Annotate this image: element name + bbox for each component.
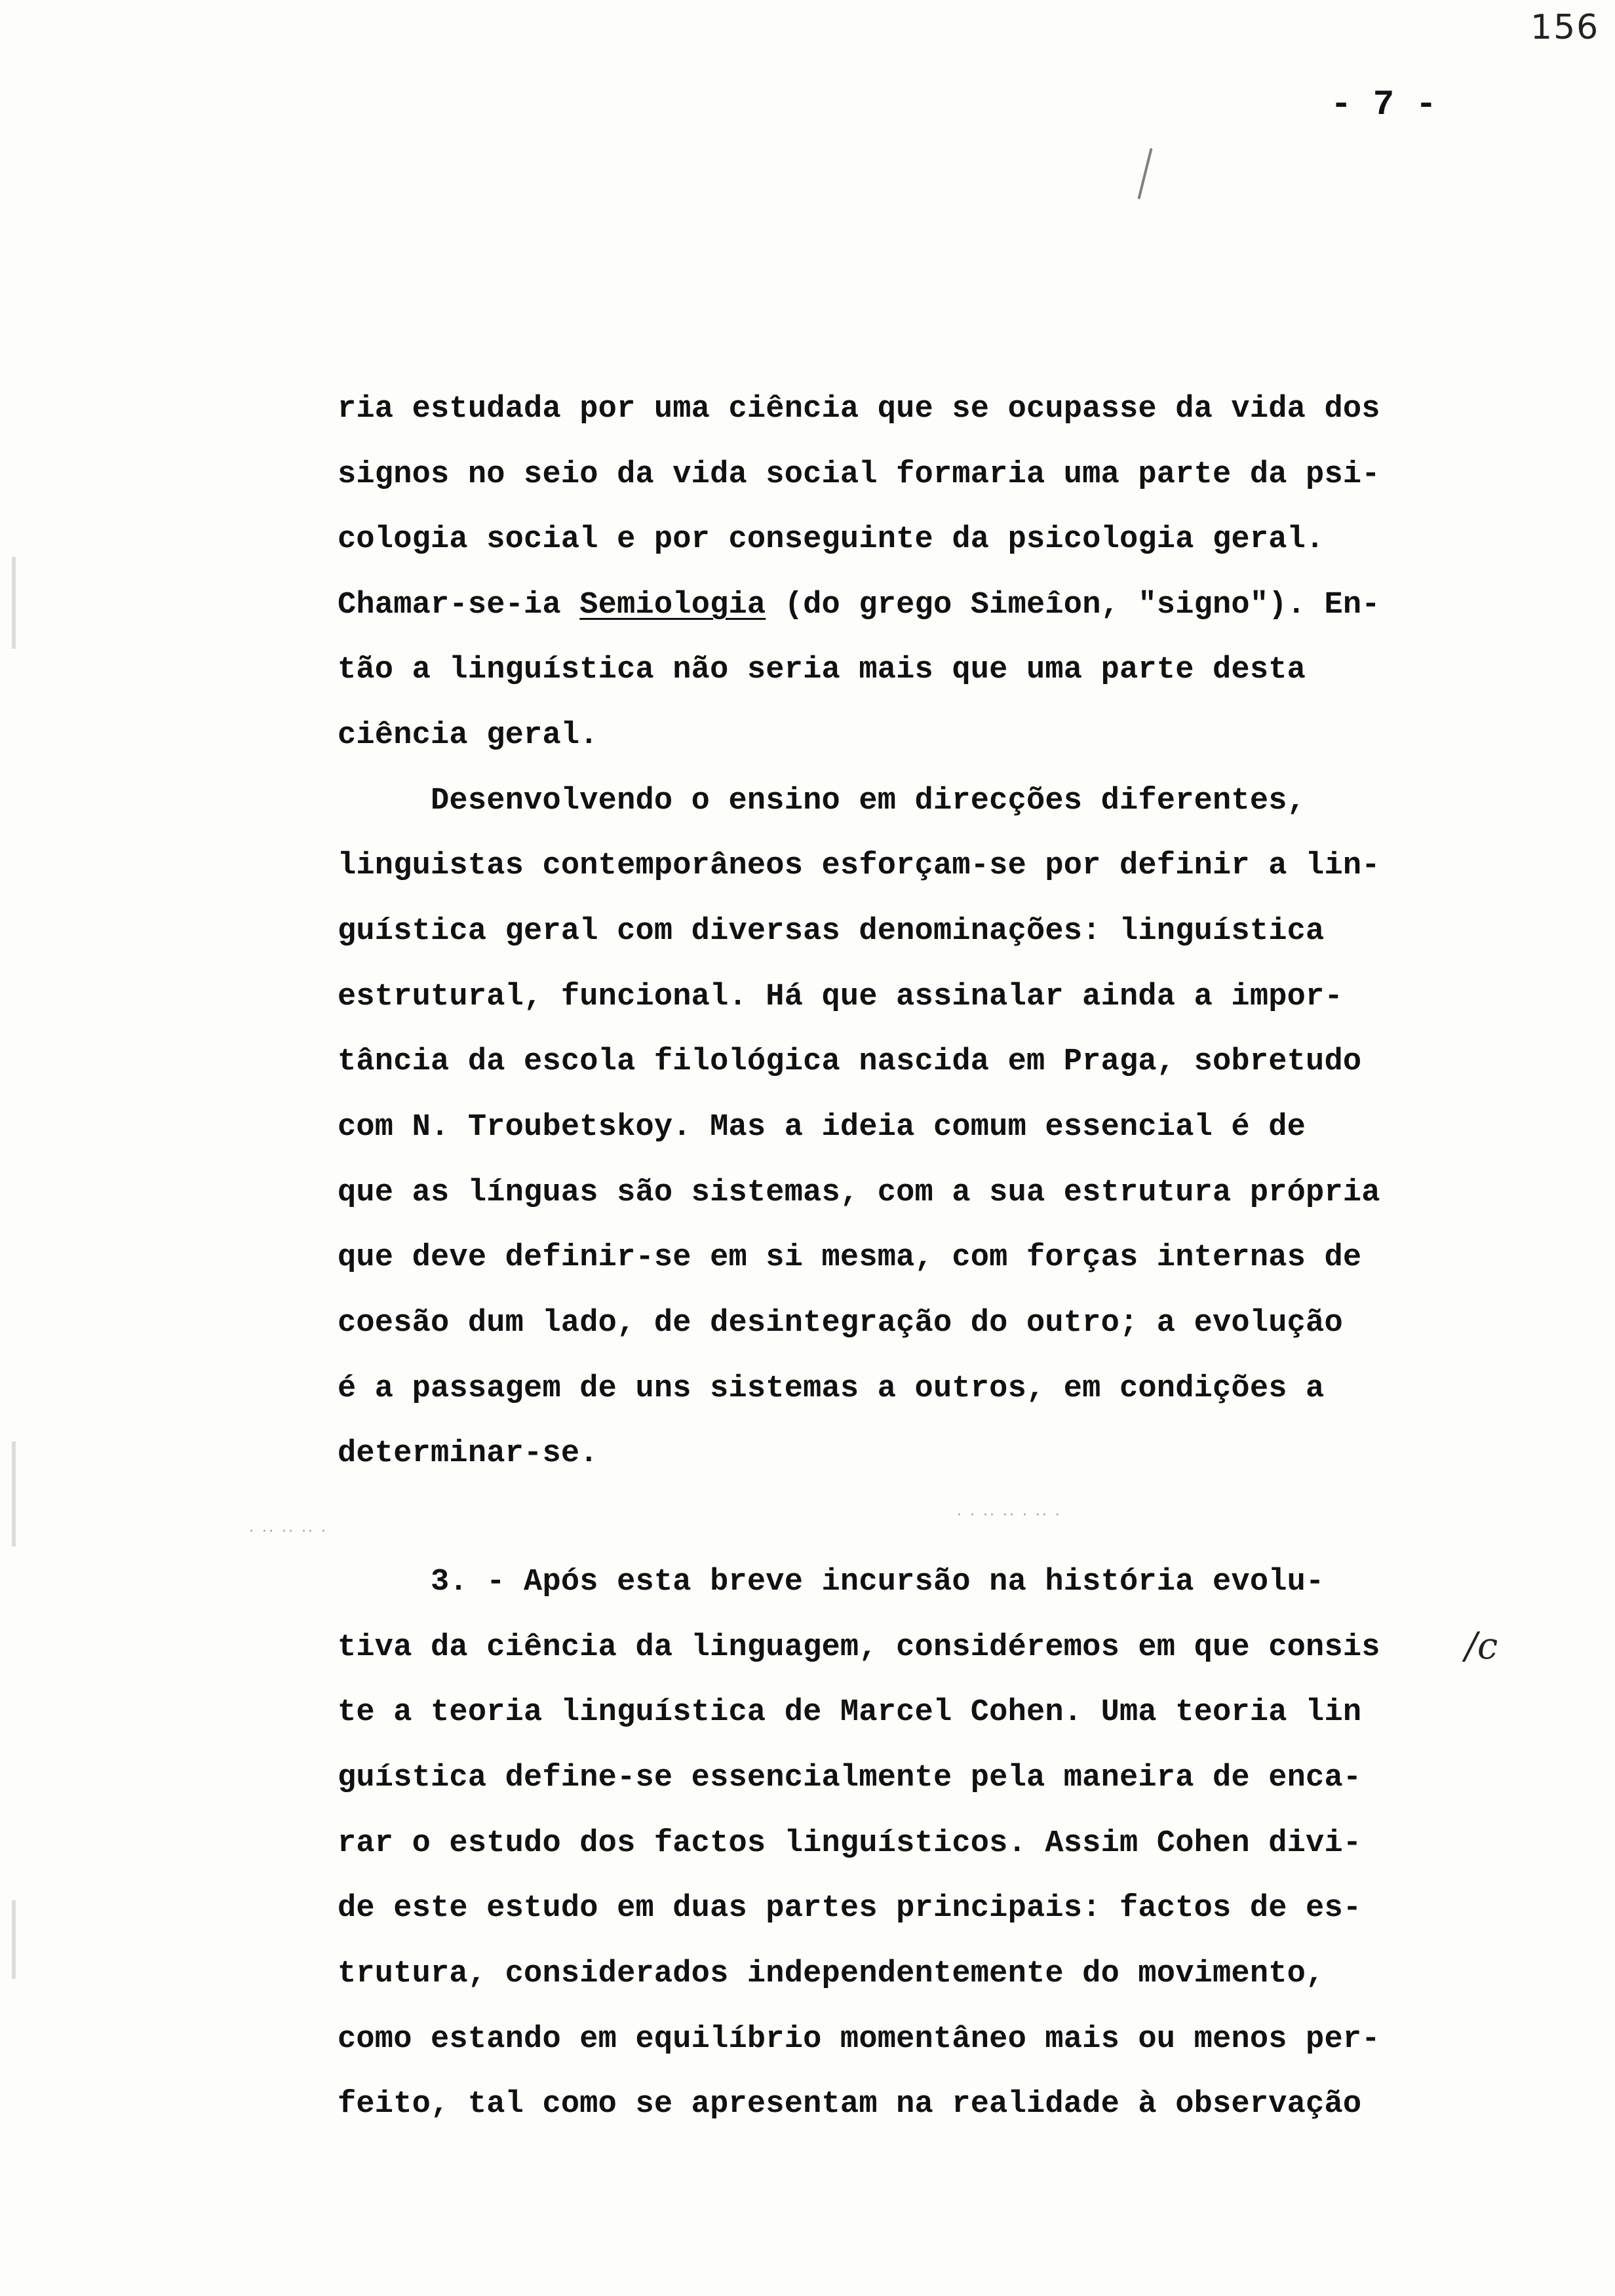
text-line-4 xyxy=(338,587,1380,624)
text-line-19: tiva da ciência da linguagem, considéremos em que consis xyxy=(338,1630,1380,1665)
semiologia-emphasis: Semiologia xyxy=(579,588,766,622)
text-line-25: como estando em equilíbrio momentâneo mais ou menos per- xyxy=(338,2022,1380,2057)
text-line-10: estrutural, funcional. Há que assinalar ainda a impor- xyxy=(338,980,1343,1014)
text-line-13: que as línguas são sistemas, com a sua estrutura própria xyxy=(338,1176,1380,1210)
margin-correction-note: /c xyxy=(1465,1625,1498,1668)
text-line-3: cologia social e por conseguinte da psicologia geral. xyxy=(338,522,1325,557)
text-line-15: coesão dum lado, de desintegração do outro; a evolução xyxy=(338,1306,1343,1341)
scan-noise-right: · · ·· ·· · ·· · xyxy=(957,1507,1062,1523)
left-edge-mark-top xyxy=(12,557,16,649)
text-line-7: Desenvolvendo o ensino em direcções diferentes, xyxy=(338,784,1306,818)
text-line-24: trutura, considerados independentemente do movimento, xyxy=(338,1957,1325,1991)
text-line-20: te a teoria linguística de Marcel Cohen. Uma teoria lin xyxy=(338,1695,1362,1730)
text-line-12: com N. Troubetskoy. Mas a ideia comum essencial é de xyxy=(338,1110,1306,1145)
text-line-26: feito, tal como se apresentam na realidade à observação xyxy=(338,2087,1362,2122)
scan-noise-left: · ·· ·· ·· · xyxy=(249,1523,328,1540)
text-line-2: signos no seio da vida social formaria uma parte da psi- xyxy=(338,457,1380,492)
text-line-8: linguistas contemporâneos esforçam-se por definir a lin- xyxy=(338,849,1380,883)
text-line-18: 3. - Após esta breve incursão na história evolu- xyxy=(338,1565,1325,1599)
left-edge-mark-middle xyxy=(12,1442,16,1546)
text-line-11: tância da escola filológica nascida em Praga, sobretudo xyxy=(338,1044,1362,1079)
folio-number: 156 xyxy=(1530,8,1600,47)
text-line-14: que deve definir-se em si mesma, com forças internas de xyxy=(338,1240,1362,1275)
page-number: - 7 - xyxy=(1331,85,1437,125)
text-line-21: guística define-se essencialmente pela maneira de enca- xyxy=(338,1761,1362,1795)
text-line-6: ciência geral. xyxy=(338,718,598,753)
text-line-1: ria estudada por uma ciência que se ocupasse da vida dos xyxy=(338,392,1380,427)
text-line-4-post: (do grego Simeîon, "signo"). En- xyxy=(766,588,1380,622)
text-line-17: determinar-se. xyxy=(338,1436,598,1471)
text-line-9: guística geral com diversas denominações: linguística xyxy=(338,914,1325,949)
text-line-16: é a passagem de uns sistemas a outros, em condições a xyxy=(338,1371,1325,1406)
text-line-22: rar o estudo dos factos linguísticos. Assim Cohen divi- xyxy=(338,1826,1362,1861)
text-line-23: de este estudo em duas partes principais: factos de es- xyxy=(338,1891,1362,1926)
text-line-4-pre: Chamar-se-ia xyxy=(338,588,580,622)
text-line-5: tão a linguística não seria mais que uma parte desta xyxy=(338,653,1306,687)
left-edge-mark-bottom xyxy=(12,1900,16,1979)
pencil-tick-mark-icon xyxy=(1137,148,1152,200)
